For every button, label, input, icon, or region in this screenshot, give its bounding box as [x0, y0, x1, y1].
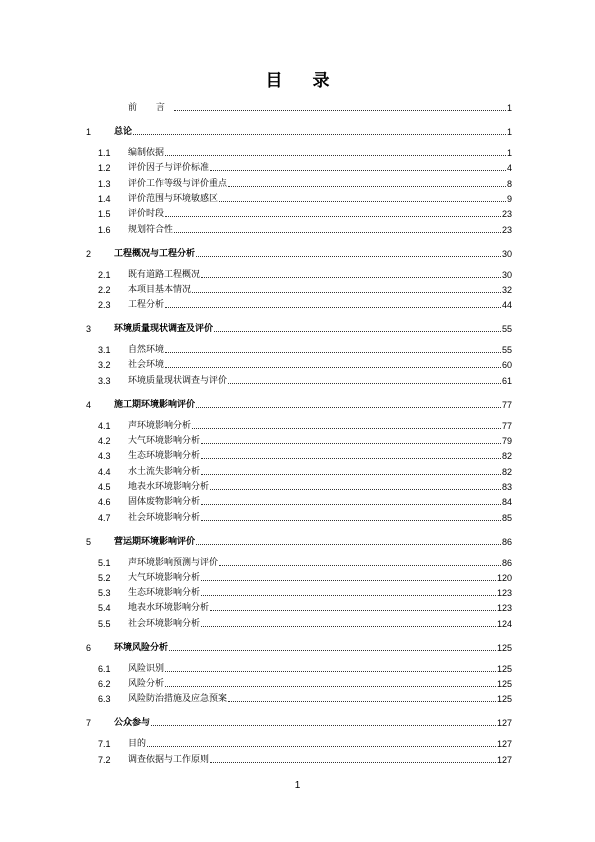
toc-entry-title: 施工期环境影响评价 [114, 399, 196, 410]
toc-entry-number: 6.3 [98, 694, 111, 705]
toc-entry-number: 3.1 [98, 345, 111, 356]
toc-dot-leader [192, 428, 501, 429]
toc-entry-title: 调查依据与工作原则 [128, 754, 210, 765]
toc-entry-number: 5.3 [98, 588, 111, 599]
toc-chapter-entry[interactable] [86, 397, 512, 411]
toc-entry-title: 社会环境影响分析 [128, 512, 201, 523]
toc-entry-page: 125 [496, 642, 512, 653]
toc-entry-page: 125 [496, 679, 512, 689]
toc-dot-leader [210, 489, 501, 490]
toc-chapter-entry[interactable] [86, 640, 512, 654]
toc-entry-number: 1.1 [98, 148, 111, 158]
toc-entry-title: 总论 [114, 127, 133, 137]
toc-section-entry[interactable] [98, 267, 512, 281]
toc-entry-title: 风险识别 [128, 663, 165, 674]
toc-entry-number: 4.4 [98, 466, 111, 477]
toc-entry-title: 大气环境影响分析 [128, 436, 201, 446]
toc-dot-leader [214, 331, 501, 332]
toc-section-entry[interactable] [98, 418, 512, 432]
toc-entry-title: 风险分析 [128, 679, 165, 689]
toc-entry-number: 2.2 [98, 284, 111, 295]
toc-section-entry[interactable] [98, 176, 512, 190]
toc-chapter-entry[interactable] [86, 534, 512, 548]
toc-entry-title: 大气环境影响分析 [128, 572, 201, 583]
toc-entry-number: 3.2 [98, 360, 111, 371]
toc-entry-title: 评价范围与环境敏感区 [128, 193, 219, 204]
toc-entry-page: 1 [506, 103, 512, 113]
toc-entry-number: 4.7 [98, 512, 111, 523]
toc-section-entry[interactable] [98, 494, 512, 508]
toc-entry-page: 55 [501, 324, 512, 335]
toc-section-entry[interactable] [98, 448, 512, 462]
toc-entry-number: 1.3 [98, 178, 111, 189]
toc-dot-leader [151, 725, 496, 726]
toc-entry-title: 评价时段 [128, 209, 165, 220]
toc-dot-leader [201, 474, 501, 475]
toc-entry-number: 4.3 [98, 451, 111, 462]
toc-entry-number: 5.4 [98, 603, 111, 614]
toc-entry-page: 86 [501, 557, 512, 568]
toc-entry-page: 30 [501, 269, 512, 280]
toc-entry-number: 4.1 [98, 420, 111, 431]
toc-entry-number: 1.6 [98, 224, 111, 235]
page-number: 1 [294, 780, 301, 791]
toc-entry-page: 4 [506, 163, 512, 174]
toc-entry-page: 84 [501, 497, 512, 508]
toc-dot-leader [165, 352, 501, 353]
toc-entry-page: 32 [501, 284, 512, 295]
toc-entry-page: 123 [496, 603, 512, 614]
toc-entry-page: 30 [501, 248, 512, 259]
toc-dot-leader [174, 110, 506, 111]
toc-entry-page: 44 [501, 300, 512, 311]
toc-entry-title: 地表水环境影响分析 [128, 481, 210, 492]
toc-entry-number: 4.2 [98, 436, 111, 446]
toc-entry-number: 3.3 [98, 375, 111, 386]
toc-entry-title: 水土流失影响分析 [128, 466, 201, 477]
toc-entry-page: 23 [501, 209, 512, 220]
toc-section-entry[interactable] [98, 752, 512, 766]
toc-entry-page: 1 [506, 148, 512, 158]
toc-entry-number: 6.1 [98, 663, 111, 674]
toc-section-entry[interactable] [98, 191, 512, 205]
toc-entry-page: 61 [501, 375, 512, 386]
toc-dot-leader [201, 458, 501, 459]
toc-entry-page: 124 [496, 618, 512, 629]
toc-dot-leader [196, 544, 501, 545]
toc-entry-number: 4.5 [98, 481, 111, 492]
toc-dot-leader [133, 134, 506, 135]
toc-entry-title: 前 言 [128, 103, 173, 113]
toc-entry-title: 环境质量现状调查与评价 [128, 375, 228, 386]
toc-entry-page: 120 [496, 572, 512, 583]
toc-entry-page: 79 [501, 436, 512, 446]
toc-section-entry[interactable] [98, 616, 512, 630]
toc-entry-title: 社会环境 [128, 360, 165, 371]
toc-entry-page: 86 [501, 536, 512, 547]
toc-chapter-entry[interactable] [86, 246, 512, 260]
toc-dot-leader [196, 256, 501, 257]
toc-entry-page: 55 [501, 345, 512, 356]
toc-section-entry[interactable] [98, 555, 512, 569]
toc-entry-title: 编制依据 [128, 148, 165, 158]
toc-dot-leader [201, 520, 501, 521]
toc-entry-number: 4 [86, 399, 92, 410]
toc-entry-title: 营运期环境影响评价 [114, 536, 196, 547]
toc-section-entry[interactable] [98, 676, 512, 690]
toc-section-entry[interactable] [98, 206, 512, 220]
toc-section-entry[interactable] [98, 297, 512, 311]
toc-entry-page: 77 [501, 399, 512, 410]
toc-entry-number: 3 [86, 324, 92, 335]
toc-dot-leader [210, 170, 506, 171]
toc-entry-title: 评价工作等级与评价重点 [128, 178, 228, 189]
toc-section-entry[interactable] [98, 510, 512, 524]
toc-chapter-entry[interactable] [86, 124, 512, 138]
toc-entry-title: 生态环境影响分析 [128, 451, 201, 462]
toc-dot-leader [219, 565, 501, 566]
toc-entry-page: 125 [496, 694, 512, 705]
toc-entry-number: 5.5 [98, 618, 111, 629]
toc-entry-number: 1.4 [98, 193, 111, 204]
toc-entry-title: 声环境影响预测与评价 [128, 557, 219, 568]
toc-dot-leader [201, 504, 501, 505]
toc-section-entry[interactable] [98, 736, 512, 750]
toc-section-entry[interactable] [98, 282, 512, 296]
toc-dot-leader [210, 610, 496, 611]
toc-entry-page: 123 [496, 588, 512, 599]
toc-dot-leader [165, 671, 496, 672]
toc-dot-leader [174, 232, 501, 233]
toc-entry-number: 7 [86, 718, 92, 729]
toc-chapter-entry[interactable] [86, 321, 512, 335]
toc-section-entry[interactable] [98, 479, 512, 493]
toc-dot-leader [201, 626, 496, 627]
toc-dot-leader [192, 292, 501, 293]
toc-entry-page: 82 [501, 466, 512, 477]
toc-section-entry[interactable] [98, 661, 512, 675]
toc-chapter-entry[interactable] [86, 100, 512, 114]
toc-section-entry[interactable] [98, 691, 512, 705]
toc-entry-title: 自然环境 [128, 345, 165, 356]
toc-entry-title: 工程分析 [128, 300, 165, 311]
toc-entry-title: 地表水环境影响分析 [128, 603, 210, 614]
toc-dot-leader [165, 216, 501, 217]
toc-entry-title: 风险防治措施及应急预案 [128, 694, 228, 705]
toc-dot-leader [196, 407, 501, 408]
toc-section-entry[interactable] [98, 145, 512, 159]
toc-entry-title: 规划符合性 [128, 224, 174, 235]
toc-entry-title: 工程概况与工程分析 [114, 248, 196, 259]
toc-entry-number: 1.2 [98, 163, 111, 174]
toc-entry-title: 公众参与 [114, 718, 151, 729]
toc-dot-leader [219, 201, 506, 202]
toc-entry-title: 生态环境影响分析 [128, 588, 201, 599]
toc-entry-title: 社会环境影响分析 [128, 618, 201, 629]
toc-entry-page: 127 [496, 739, 512, 750]
toc-section-entry[interactable] [98, 222, 512, 236]
toc-dot-leader [169, 650, 496, 651]
toc-entry-title: 既有道路工程概况 [128, 269, 201, 280]
toc-entry-number: 7.1 [98, 739, 111, 750]
toc-entry-page: 60 [501, 360, 512, 371]
toc-dot-leader [228, 701, 496, 702]
toc-entry-number: 2.3 [98, 300, 111, 311]
toc-entry-number: 6 [86, 642, 92, 653]
toc-entry-number: 7.2 [98, 754, 111, 765]
toc-dot-leader [165, 367, 501, 368]
toc-dot-leader [147, 746, 496, 747]
page-title: 目 录 [265, 71, 342, 91]
toc-dot-leader [228, 186, 506, 187]
toc-section-entry[interactable] [98, 342, 512, 356]
toc-section-entry[interactable] [98, 464, 512, 478]
toc-section-entry[interactable] [98, 600, 512, 614]
toc-section-entry[interactable] [98, 160, 512, 174]
toc-section-entry[interactable] [98, 433, 512, 447]
toc-entry-page: 127 [496, 718, 512, 729]
toc-chapter-entry[interactable] [86, 715, 512, 729]
toc-dot-leader [165, 307, 501, 308]
toc-entry-title: 环境风险分析 [114, 642, 169, 653]
toc-entry-title: 本项目基本情况 [128, 284, 192, 295]
toc-entry-number: 5 [86, 536, 92, 547]
toc-dot-leader [210, 762, 496, 763]
toc-entry-page: 127 [496, 754, 512, 765]
toc-entry-page: 1 [506, 127, 512, 137]
toc-dot-leader [165, 686, 496, 687]
toc-entry-number: 5.2 [98, 572, 111, 583]
toc-entry-number: 5.1 [98, 557, 111, 568]
toc-entry-number: 4.6 [98, 497, 111, 508]
toc-entry-number: 2.1 [98, 269, 111, 280]
toc-dot-leader [165, 155, 506, 156]
toc-section-entry[interactable] [98, 373, 512, 387]
toc-dot-leader [201, 443, 501, 444]
toc-entry-page: 83 [501, 481, 512, 492]
toc-entry-page: 125 [496, 663, 512, 674]
table-of-contents [86, 0, 512, 842]
toc-entry-title: 目的 [128, 739, 147, 750]
toc-entry-title: 环境质量现状调查及评价 [114, 324, 214, 335]
toc-entry-page: 77 [501, 420, 512, 431]
toc-entry-page: 23 [501, 224, 512, 235]
toc-section-entry[interactable] [98, 357, 512, 371]
toc-entry-page: 85 [501, 512, 512, 523]
toc-dot-leader [201, 595, 496, 596]
toc-entry-page: 82 [501, 451, 512, 462]
toc-entry-title: 声环境影响分析 [128, 420, 192, 431]
toc-section-entry[interactable] [98, 570, 512, 584]
toc-entry-title: 评价因子与评价标准 [128, 163, 210, 174]
toc-section-entry[interactable] [98, 585, 512, 599]
toc-dot-leader [201, 277, 501, 278]
toc-entry-page: 9 [506, 193, 512, 204]
toc-entry-number: 6.2 [98, 679, 111, 689]
toc-entry-title: 固体废物影响分析 [128, 497, 201, 508]
toc-entry-number: 1 [86, 127, 92, 137]
toc-entry-number: 2 [86, 248, 92, 259]
toc-dot-leader [228, 383, 501, 384]
toc-entry-page: 8 [506, 178, 512, 189]
toc-entry-number: 1.5 [98, 209, 111, 220]
toc-dot-leader [201, 580, 496, 581]
